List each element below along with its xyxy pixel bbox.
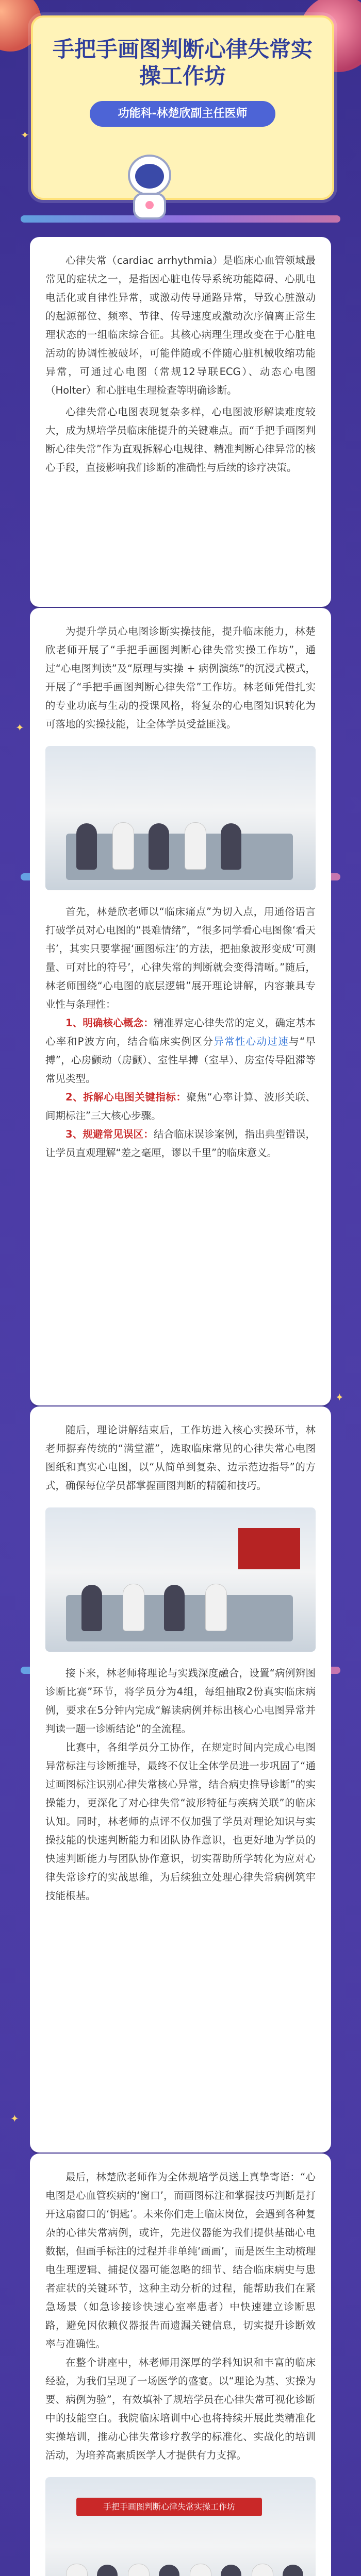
paragraph: 3、规避常见误区：结合临床误诊案例，指出典型错误，让学员直观理解“差之毫厘，谬以千里”的临床意义。 (45, 1128, 316, 1159)
paragraph: 为提升学员心电图诊断实操技能，提升临床能力，林楚欣老师开展了“手把手画图判断心律失常实操工作坊”，通过“心电图判读”及“原理与实操 + 病例演练”的沉浸式模式，开展了“手把手画图判断心律失常”工作坊。林老师凭借扎实的专业功底与生动的授课风格，将复杂的心电图知识转化为可落地的实操技能，让全体学员受益匪浅。 (45, 625, 316, 730)
paragraph: 心律失常心电图表现复杂多样，心电图波形解读难度较大，成为规培学员临床能提升的关键难点。而“手把手画图判断心律失常”作为直观拆解心电规律、精准判断心律异常的核心手段，直接影响我们诊断的准确性与后续的诊疗决策。 (45, 406, 316, 473)
star-icon: ✦ (10, 2112, 19, 2125)
star-icon: ✦ (21, 129, 29, 141)
paragraph: 1、明确核心概念：精准界定心律失常的定义，确定基本心率和P波方向，结合临床实例区分异常性心动过速与“早搏”，心房颤动（房颤）、室性早搏（室早）、房室传导阻滞等常见类型。 (45, 1017, 316, 1084)
astronaut-icon (119, 149, 180, 227)
star-icon: ✦ (15, 721, 24, 734)
paragraph: 随后，理论讲解结束后，工作坊进入核心实操环节，林老师摒弃传统的“满堂灌”，选取临床常见的心律失常心电图图纸和真实心电图，以“从简单到复杂、边示范边指导”的方式，确保每位学员都掌握画图判断的精髓和技巧。 (45, 1424, 316, 1492)
section-card (30, 1406, 331, 2153)
group-photo (45, 2477, 316, 2576)
paragraph: 心律失常（cardiac arrhythmia）是临床心血管领域最常见的症状之一，是指因心脏电传导系统功能障碍、心肌电电活化或自律性异常，或激动传导通路异常，导致心脏激动的起源部位、频率、节律、传导速度或激动次序偏离正常生理状态的一组临床综合征。其核心病理生理改变在于心脏电活动的协调性被破坏，可能伴随或不伴随心脏机械收缩功能异常，可通过心电图（常规12导联ECG）、动态心电图（Holter）和心脏电生理检查等明确诊断。 (45, 255, 316, 396)
paragraph: 接下来，林老师将理论与实践深度融合，设置“病例辨图诊断比赛”环节，将学员分为4组，每组抽取2份真实临床病例，要求在5分钟内完成“解读病例并标出核心心电图异常并判读一题一诊断结论”的全流程。 (45, 1667, 316, 1735)
section-card (30, 2154, 331, 2576)
paragraph: 在整个讲座中，林老师用深厚的学科知识和丰富的临床经验，为我们呈现了一场医学的盛宴。以“理论为基、实操为要、病例为验”，有效填补了规培学员在心律失常可视化诊断中的技能空白。我院临床培训中心也将持续开展此类精准化实操培训，推动心律失常诊疗教学的标准化、实战化的培训活动，为培养高素质医学人才提供有力支撑。 (45, 2357, 316, 2461)
paragraph: 2、拆解心电图关键指标：聚焦“心率计算、波形关联、间期标注”三大核心步骤。 (45, 1091, 316, 1122)
star-icon: ✦ (335, 1391, 344, 1403)
workshop-photo (45, 1507, 316, 1652)
point-label: 3、规避常见误区： (65, 1128, 154, 1140)
workshop-photo (45, 746, 316, 890)
point-label: 2、拆解心电图关键指标： (65, 1091, 187, 1103)
photo-banner: 手把手画图判断心律失常实操工作坊 (76, 2498, 262, 2516)
header-card (31, 15, 334, 200)
section-card (30, 608, 331, 1405)
intro-card (30, 237, 331, 607)
author-badge: 功能科-林楚欣副主任医师 (90, 101, 275, 127)
page-title: 手把手画图判断心律失常实操工作坊 (52, 37, 313, 89)
point-label: 1、明确核心概念： (65, 1017, 154, 1029)
paragraph: 首先，林楚欣老师以“临床痛点”为切入点，用通俗语言打破学员对心电图的“畏难情绪”，“很多同学看心电图像‘看天书’，其实只要掌握‘画图标注’的方法，把抽象波形变成‘可测量、可对比的符号’，心律失常的判断就会变得清晰。”随后，林老师围绕“心电图的底层逻辑”展开理论讲解，内容兼具专业性与条理性： (45, 906, 316, 1010)
term-link: 异常性心动过速 (214, 1036, 289, 1047)
ribbon-divider (21, 215, 340, 223)
paragraph: 最后，林楚欣老师作为全体规培学员送上真挚寄语：“心电图是心血管疾病的‘窗口’，而画图标注和掌握技巧判断是打开这扇窗口的‘钥匙’。未来你们走上临床岗位，会遇到各种复杂的心律失常病例，或许，先进仪器能为我们提供基础心电数据，但画手标注的过程并非单纯‘画画’，而是医生主动梳理电生理逻辑、捕捉仪器可能忽略的细节、结合临床病史与患者症状的关键环节，这种主动分析的过程，能帮助我们在紧急场景（如急诊接诊快速心室率患者）中快速建立诊断思路，避免因依赖仪器报告而遗漏关键信息，切实提升诊断效率与准确性。 (45, 2171, 316, 2350)
paragraph: 比赛中，各组学员分工协作，在规定时间内完成心电图异常标注与诊断推导，最终不仅让全体学员进一步巩固了“通过画图标注识别心律失常核心异常，结合病史推导诊断”的实操能力，更深化了对心律失常“波形特征与疾病关联”的临床认知。同时，林老师的点评不仅加强了学员对理论知识与实操技能的快速判断能力和团队协作意识，也更好地为学员的快速判断能力与团队协作意识，切实帮助所学转化为应对心律失常诊疗的实战思维，为后续独立处理心律失常病例筑牢技能根基。 (45, 1741, 316, 1902)
